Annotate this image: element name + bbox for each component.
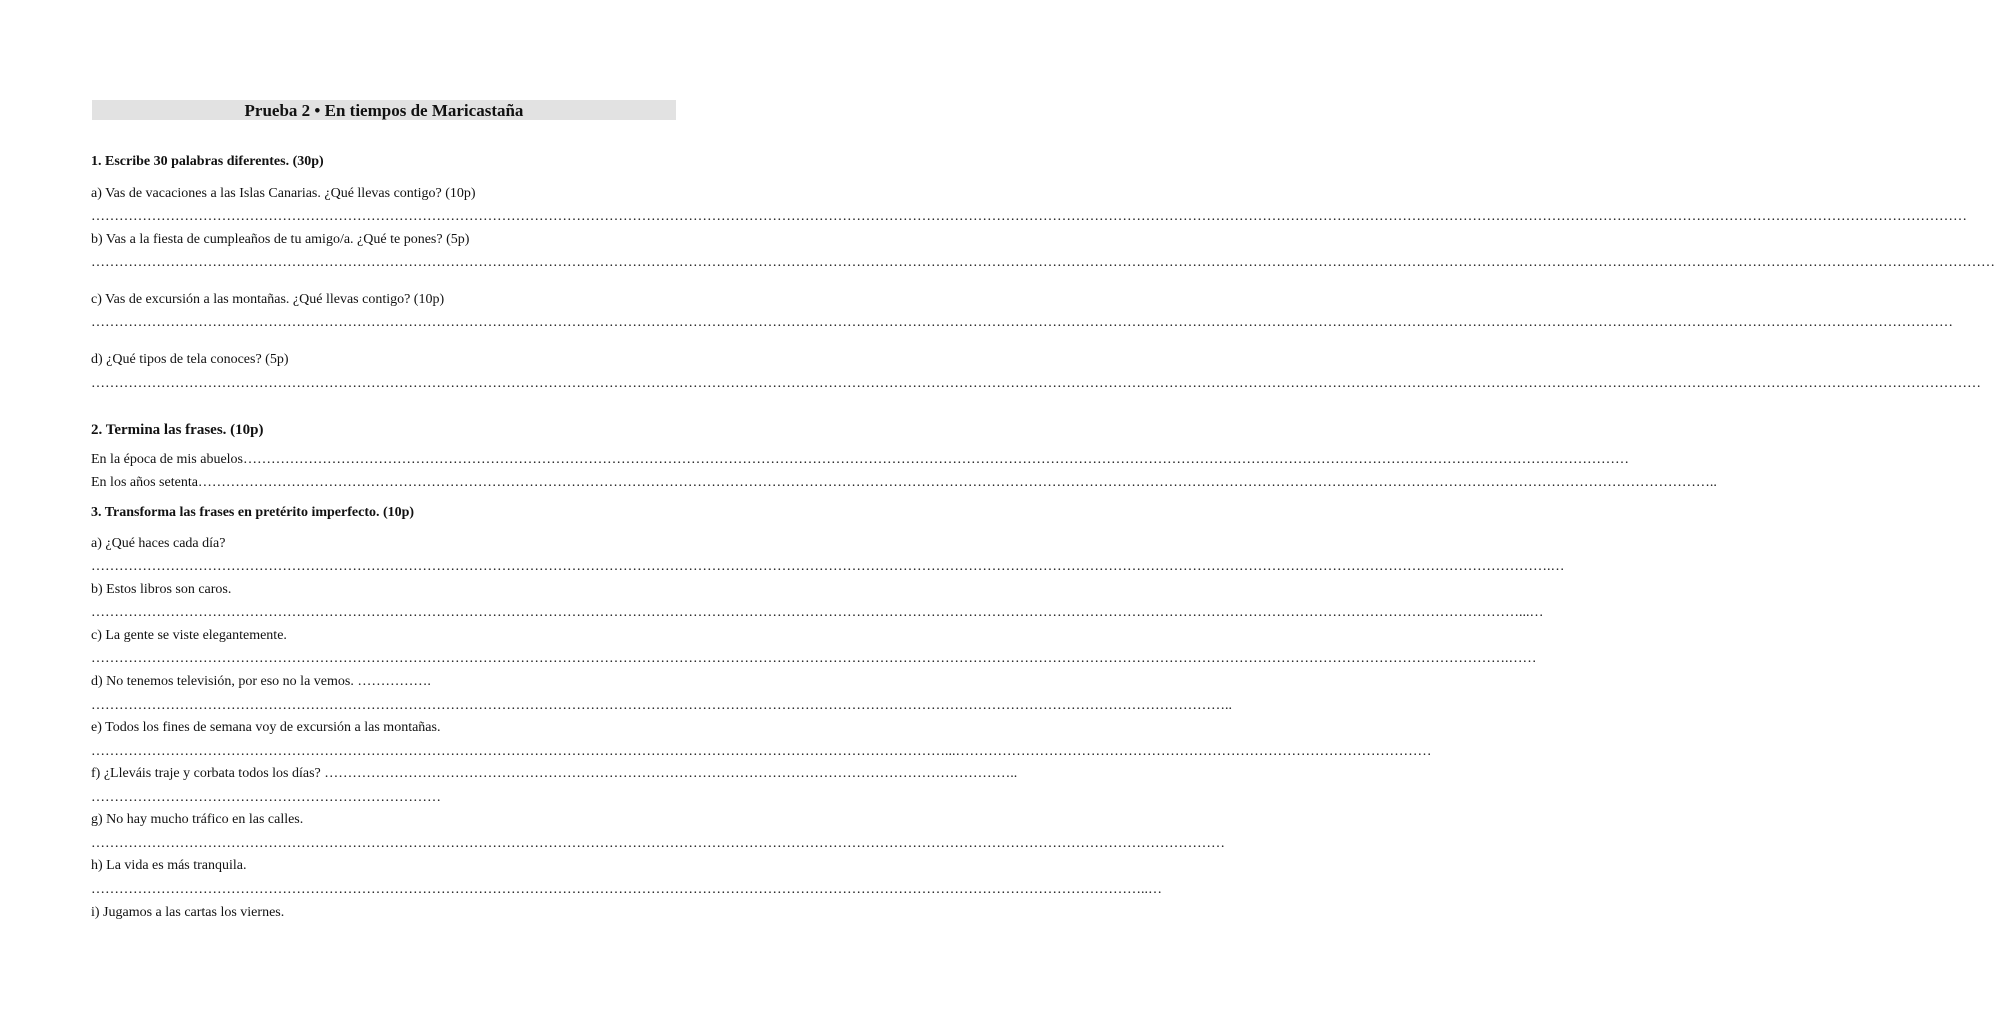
answer-line-3h[interactable]: ………………………………………………………………………………………………………………………………………………………………………………………………………..… [91,882,1162,897]
answer-line-3a[interactable]: …………………………………………………………………………………………………………………………………………………………………………………………………………………………………………………………………………………….… [91,559,1565,574]
question-3f: f) ¿Lleváis traje y corbata todos los días? ………………………………………………………………………………………………………………………………….. [91,766,1018,781]
question-1d: d) ¿Qué tipos de tela conoces? (5p) [91,352,289,367]
answer-line-3c[interactable]: …………………………………………………………………………………………………………………………………………………………………………………………………………………………………………………………………………….…… [91,651,1537,666]
answer-line-1d[interactable]: ……………………………………………………………………………………………………………………………………………………………………………………………………………………………………………………………………………………………………………………………………………………………………… [91,376,1981,391]
sentence-2b[interactable]: En los años setenta……………………………………………………………………………………………………………………………………………………………………………………………………………………………………………………………………………………………….. [91,475,1717,490]
answer-line-1b[interactable]: ………………………………………………………………………………………………………………………………………………………………………………………………………………………………………………………………………………………………………………………………………………………………………… [91,255,1995,270]
question-3b: b) Estos libros son caros. [91,582,232,597]
question-3g: g) No hay mucho tráfico en las calles. [91,812,304,827]
section2-heading: 2. Termina las frases. (10p) [91,422,264,438]
answer-line-3b[interactable]: ………………………………………………………………………………………………………………………………………………………………………………………………………………………………………………………………………………...… [91,605,1544,620]
section1-heading: 1. Escribe 30 palabras diferentes. (30p) [91,154,324,169]
question-1a: a) Vas de vacaciones a las Islas Canarias. ¿Qué llevas contigo? (10p) [91,186,476,201]
question-3c: c) La gente se viste elegantemente. [91,628,287,643]
question-1c: c) Vas de excursión a las montañas. ¿Qué llevas contigo? (10p) [91,292,445,307]
answer-line-3e[interactable]: …………………………………………………………………………………………………………………………………………………………………...………………………………………………………………………………………… [91,744,1432,759]
question-3e: e) Todos los fines de semana voy de excursión a las montañas. [91,720,441,735]
question-1b: b) Vas a la fiesta de cumpleaños de tu amigo/a. ¿Qué te pones? (5p) [91,232,470,247]
answer-line-1a[interactable]: …………………………………………………………………………………………………………………………………………………………………………………………………………………………………………………………………………………………………………………………………………………………………… [91,209,1967,224]
page-title: Prueba 2 • En tiempos de Maricastaña [92,100,676,120]
sentence-2a[interactable]: En la época de mis abuelos……………………………………………………………………………………………………………………………………………………………………………………………………………………………………………………………………… [91,452,1630,467]
answer-line-1c[interactable]: ………………………………………………………………………………………………………………………………………………………………………………………………………………………………………………………………………………………………………………………………………………………………… [91,315,1953,330]
answer-line-3g[interactable]: ……………………………………………………………………………………………………………………………………………………………………………………………………………………… [91,836,1225,851]
question-3h: h) La vida es más tranquila. [91,858,247,873]
answer-line-3d[interactable]: ……………………………………………………………………………………………………………………………………………………………………………………………………………………….. [91,698,1232,713]
answer-line-3f[interactable]: ………………………………………………………………… [91,790,441,805]
section3-heading: 3. Transforma las frases en pretérito imperfecto. (10p) [91,505,415,520]
question-3d: d) No tenemos televisión, por eso no la vemos. ……………. [91,674,431,689]
question-3i: i) Jugamos a las cartas los viernes. [91,905,285,920]
question-3a: a) ¿Qué haces cada día? [91,536,226,551]
